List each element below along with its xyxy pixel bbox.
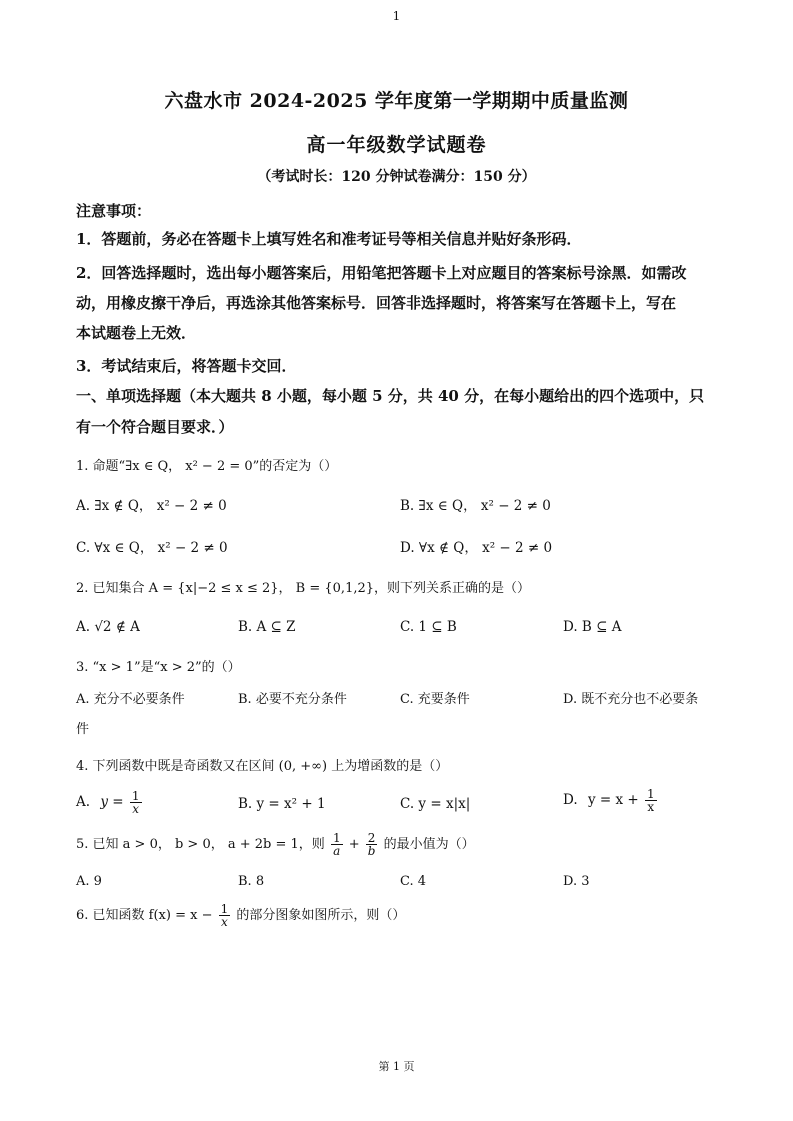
question-5-option-c[interactable]: C. 4	[400, 874, 427, 889]
question-2-option-b[interactable]: B. A ⊆ Z	[238, 619, 296, 635]
question-3-stem: 3. “x > 1”是“x > 2”的（）	[76, 660, 241, 675]
fraction	[130, 790, 142, 815]
fraction-numerator: 1	[131, 789, 140, 803]
question-4-stem: 4. 下列函数中既是奇函数又在区间 (0, +∞) 上为增函数的是（）	[76, 759, 449, 774]
question-6-stem-suffix: 的部分图象如图所示，则（）	[236, 908, 406, 923]
question-3-option-c[interactable]: C. 充要条件	[400, 692, 470, 707]
notes-item-3: 3．考试结束后，将答题卡交回．	[76, 357, 297, 375]
fraction-denominator: x	[221, 915, 228, 929]
question-3-option-a[interactable]: A. 充分不必要条件	[76, 692, 185, 707]
question-1-stem: 1. 命题“∃x ∈ Q， x² − 2 = 0”的否定为（）	[76, 459, 338, 474]
fraction-one-over-x	[219, 903, 231, 928]
exam-subject-title: 高一年级数学试题卷	[306, 134, 487, 156]
plus-sign: +	[348, 837, 360, 852]
question-2-stem: 2. 已知集合 A = {x|−2 ≤ x ≤ 2}， B = {0,1,2}，则下列关系正确的是（）	[76, 581, 531, 596]
section-1-heading-line-2: 有一个符合题目要求．）	[76, 418, 234, 436]
question-5-option-d[interactable]: D. 3	[563, 874, 590, 889]
question-3-option-b[interactable]: B. 必要不充分条件	[238, 692, 347, 707]
option-expression: y = x +	[587, 792, 639, 808]
question-4-option-d[interactable]	[563, 788, 659, 813]
question-3-option-d-continued: 件	[76, 722, 90, 737]
exam-duration-info: （考试时长：120 分钟试卷满分：150 分）	[257, 169, 536, 185]
question-4-option-a[interactable]	[76, 790, 144, 815]
question-5-stem	[76, 832, 475, 857]
question-6-stem-prefix: 6. 已知函数 f(x) = x −	[76, 908, 213, 923]
notes-item-2-line-1: 2．回答选择题时，选出每小题答案后，用铅笔把答题卡上对应题目的答案标号涂黑．如需改	[76, 264, 687, 282]
section-1-heading-line-1: 一、单项选择题（本大题共 8 小题，每小题 5 分，共 40 分，在每小题给出的四个选项中，只	[76, 387, 705, 405]
exam-title: 六盘水市 2024-2025 学年度第一学期期中质量监测	[164, 90, 629, 112]
question-1-option-a[interactable]: A. ∃x ∉ Q， x² − 2 ≠ 0	[76, 498, 227, 514]
question-5-option-b[interactable]: B. 8	[238, 874, 265, 889]
page-number-top: 1	[392, 9, 401, 23]
page-footer: 第 1 页	[378, 1060, 415, 1073]
question-5-stem-prefix: 5. 已知 a > 0， b > 0， a + 2b = 1，则	[76, 837, 325, 852]
question-1-option-d[interactable]: D. ∀x ∉ Q， x² − 2 ≠ 0	[400, 540, 553, 556]
question-2-option-d[interactable]: D. B ⊆ A	[563, 619, 622, 635]
fraction-denominator: x	[647, 800, 655, 814]
question-1-option-b[interactable]: B. ∃x ∈ Q， x² − 2 ≠ 0	[400, 498, 551, 514]
notes-item-2-line-3: 本试题卷上无效．	[76, 324, 197, 342]
option-expression: y =	[100, 794, 124, 810]
notes-item-1: 1．答题前，务必在答题卡上填写姓名和准考证号等相关信息并贴好条形码．	[76, 230, 582, 248]
question-6-stem	[76, 903, 405, 928]
fraction-numerator: 1	[220, 902, 229, 916]
question-4-option-c[interactable]: C. y = x|x|	[400, 796, 471, 812]
fraction	[645, 788, 657, 813]
fraction-numerator: 1	[646, 787, 655, 801]
question-1-option-c[interactable]: C. ∀x ∈ Q， x² − 2 ≠ 0	[76, 540, 228, 556]
question-5-stem-suffix: 的最小值为（）	[383, 837, 475, 852]
notes-item-2-line-2: 动，用橡皮擦干净后，再选涂其他答案标号．回答非选择题时，将答案写在答题卡上，写在	[76, 294, 677, 312]
fraction-numerator: 2	[366, 832, 378, 845]
fraction-numerator: 1	[332, 831, 341, 845]
question-2-option-a[interactable]: A. √2 ∉ A	[76, 619, 140, 635]
question-5-option-a[interactable]: A. 9	[76, 874, 102, 889]
fraction-denominator: a	[333, 844, 341, 858]
option-label: D.	[563, 792, 578, 808]
fraction-two-over-b	[366, 832, 378, 857]
question-2-option-c[interactable]: C. 1 ⊆ B	[400, 619, 457, 635]
option-label: A.	[76, 794, 91, 810]
fraction-denominator: x	[132, 802, 140, 816]
notes-heading: 注意事项：	[76, 202, 152, 220]
question-4-option-b[interactable]: B. y = x² + 1	[238, 796, 326, 812]
fraction-denominator: b	[367, 844, 376, 858]
question-3-option-d[interactable]: D. 既不充分也不必要条	[563, 692, 699, 707]
fraction-one-over-a	[331, 832, 343, 857]
